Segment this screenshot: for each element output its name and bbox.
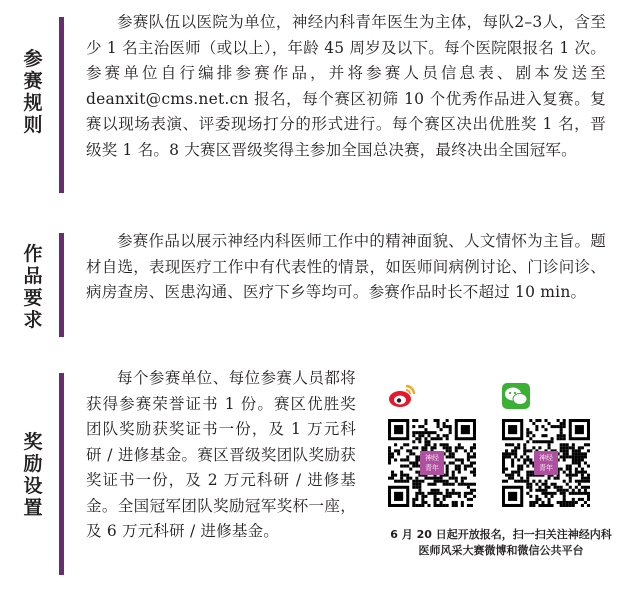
accent-bar (59, 233, 64, 337)
accent-bar (59, 373, 64, 575)
section-title-rules: 参 赛 规 则 (23, 48, 43, 136)
qr-caption: 6 月 20 日起开放报名，扫一扫关注神经内科医师风采大赛微博和微信公共平台 (390, 528, 612, 557)
weibo-icon (388, 383, 416, 409)
requirements-paragraph: 参赛作品以展示神经内科医师工作中的精神面貌、人文情怀为主旨。题材自选，表现医疗工作中有代表性的情景，如医师间病例讨论、门诊问诊、病房查房、医患沟通、医疗下乡等均可。参赛作品时长不超过 10 min。 (86, 232, 606, 301)
rules-paragraph: 参赛队伍以医院为单位，神经内科青年医生为主体，每队2–3人，含至少 1 名主治医师（或以上），年龄 45 周岁及以下。每个医院限报名 1 次。参赛单位自行编排参赛作品，并将参赛人员信息表、剧本发送至 deanxit@cms.net.cn 报名，每个赛区初筛 10 个优秀作品进入复赛。复赛以现场表演、评委现场打分的形式进行。每个赛区决出优胜奖 1 名，晋级奖 1 名。8 大赛区晋级奖得主参加全国总决赛，最终决出全国冠军。 (86, 13, 606, 159)
section-title-awards: 奖 励 设 置 (23, 431, 43, 519)
wechat-icon (502, 383, 530, 409)
wechat-qr-code (502, 419, 590, 507)
wechat-qr-logo: 神经 青年 (534, 451, 558, 475)
weibo-qr-logo: 神经 青年 (420, 451, 444, 475)
section-title-requirements: 作 品 要 求 (23, 243, 43, 331)
accent-bar (59, 17, 64, 193)
awards-paragraph: 每个参赛单位、每位参赛人员都将获得参赛荣誉证书 1 份。赛区优胜奖团队奖励获奖证书一份，及 1 万元科研 / 进修基金。赛区晋级奖团队奖励获奖证书一份，及 2 万元科研 / 进修基金。全国冠军团队奖励冠军奖杯一座，及 6 万元科研 / 进修基金。 (86, 369, 356, 540)
weibo-qr-code (388, 419, 476, 507)
